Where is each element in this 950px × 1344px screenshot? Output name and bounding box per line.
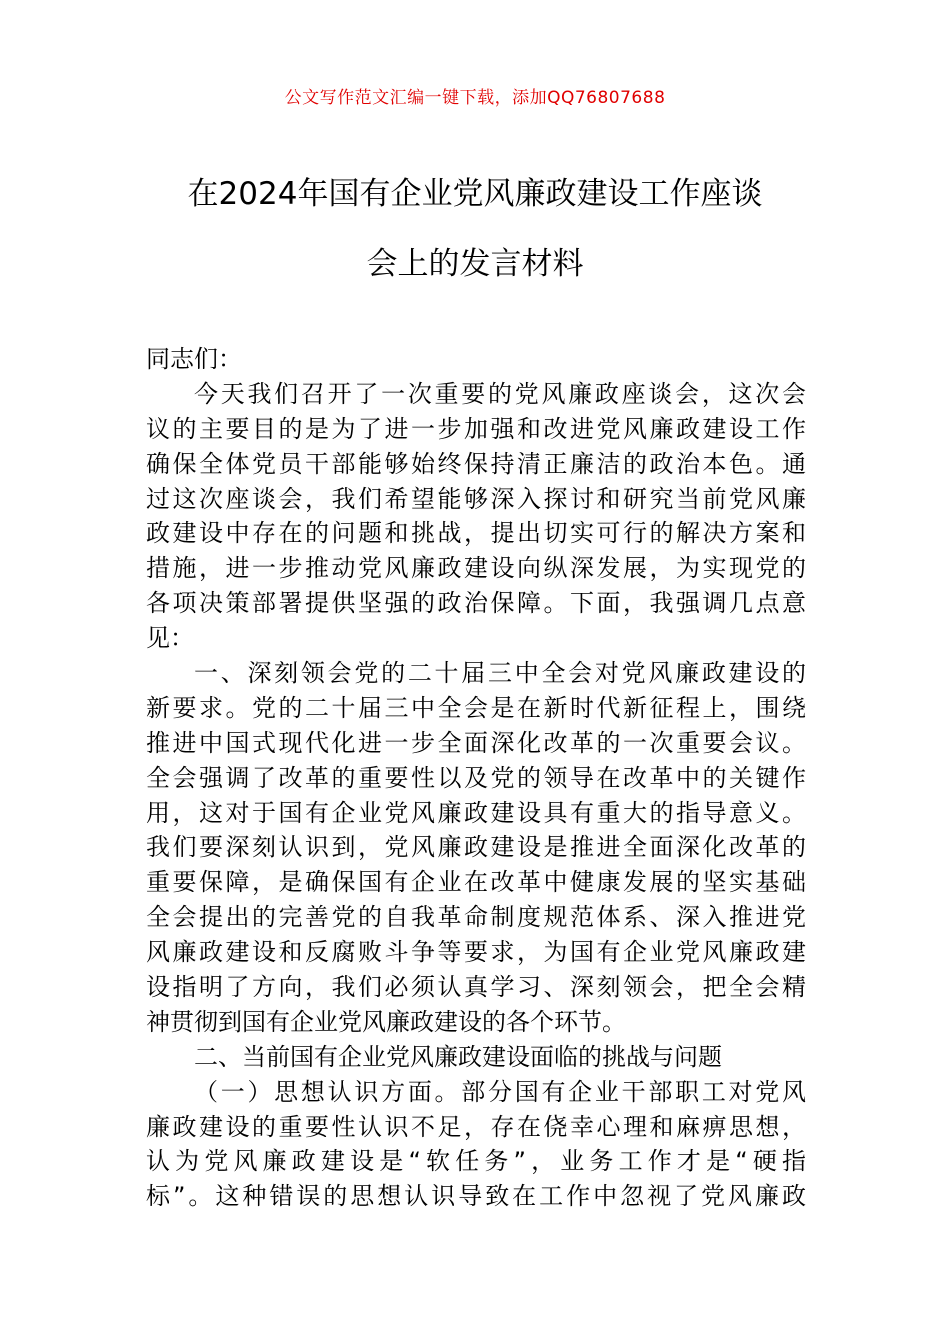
body-line: 用，这对于国有企业党风廉政建设具有重大的指导意义。 — [146, 798, 806, 827]
body-line: 神贯彻到国有企业党风廉政建设的各个环节。 — [146, 1007, 626, 1036]
section-heading-2: 二、当前国有企业党风廉政建设面临的挑战与问题 — [194, 1042, 722, 1071]
salutation: 同志们： — [146, 345, 242, 373]
download-banner[interactable]: 公文写作范文汇编一键下载，添加QQ76807688 — [284, 88, 666, 108]
body-line: 认为党风廉政建设是“软任务”，业务工作才是“硬指 — [146, 1147, 806, 1176]
body-line: 设指明了方向，我们必须认真学习、深刻领会，把全会精 — [146, 973, 806, 1002]
body-line: 推进中国式现代化进一步全面深化改革的一次重要会议。 — [146, 728, 806, 757]
body-line: 措施，进一步推动党风廉政建设向纵深发展，为实现党的 — [146, 554, 806, 583]
document-body — [146, 342, 806, 1214]
subsection-heading-1: （一）思想认识方面。部分国有企业干部职工对党风 — [194, 1077, 806, 1106]
body-line: 见： — [146, 624, 194, 653]
body-line: 过这次座谈会，我们希望能够深入探讨和研究当前党风廉 — [146, 484, 806, 513]
body-line: 我们要深刻认识到，党风廉政建设是推进全面深化改革的 — [146, 833, 806, 862]
body-line: 新要求。党的二十届三中全会是在新时代新征程上，围绕 — [146, 693, 806, 722]
body-line: 今天我们召开了一次重要的党风廉政座谈会，这次会 — [194, 379, 806, 408]
document-title — [100, 176, 850, 282]
body-line: 议的主要目的是为了进一步加强和改进党风廉政建设工作 — [146, 414, 806, 443]
title-line-2: 会上的发言材料 — [366, 246, 584, 282]
body-line: 重要保障，是确保国有企业在改革中健康发展的坚实基础 — [146, 868, 806, 897]
body-line: 各项决策部署提供坚强的政治保障。下面，我强调几点意 — [146, 589, 806, 618]
body-line: 全会提出的完善党的自我革命制度规范体系、深入推进党 — [146, 903, 806, 932]
body-line: 政建设中存在的问题和挑战，提出切实可行的解决方案和 — [146, 519, 806, 548]
body-line: 标”。这种错误的思想认识导致在工作中忽视了党风廉政 — [146, 1182, 806, 1211]
body-line: 廉政建设的重要性认识不足，存在侥幸心理和麻痹思想， — [146, 1112, 806, 1141]
body-line: 全会强调了改革的重要性以及党的领导在改革中的关键作 — [146, 763, 806, 792]
section-heading-1: 一、深刻领会党的二十届三中全会对党风廉政建设的 — [194, 659, 806, 688]
body-line: 确保全体党员干部能够始终保持清正廉洁的政治本色。通 — [146, 449, 806, 478]
body-line: 风廉政建设和反腐败斗争等要求，为国有企业党风廉政建 — [146, 938, 806, 967]
title-line-1: 在2024年国有企业党风廉政建设工作座谈 — [187, 176, 763, 212]
